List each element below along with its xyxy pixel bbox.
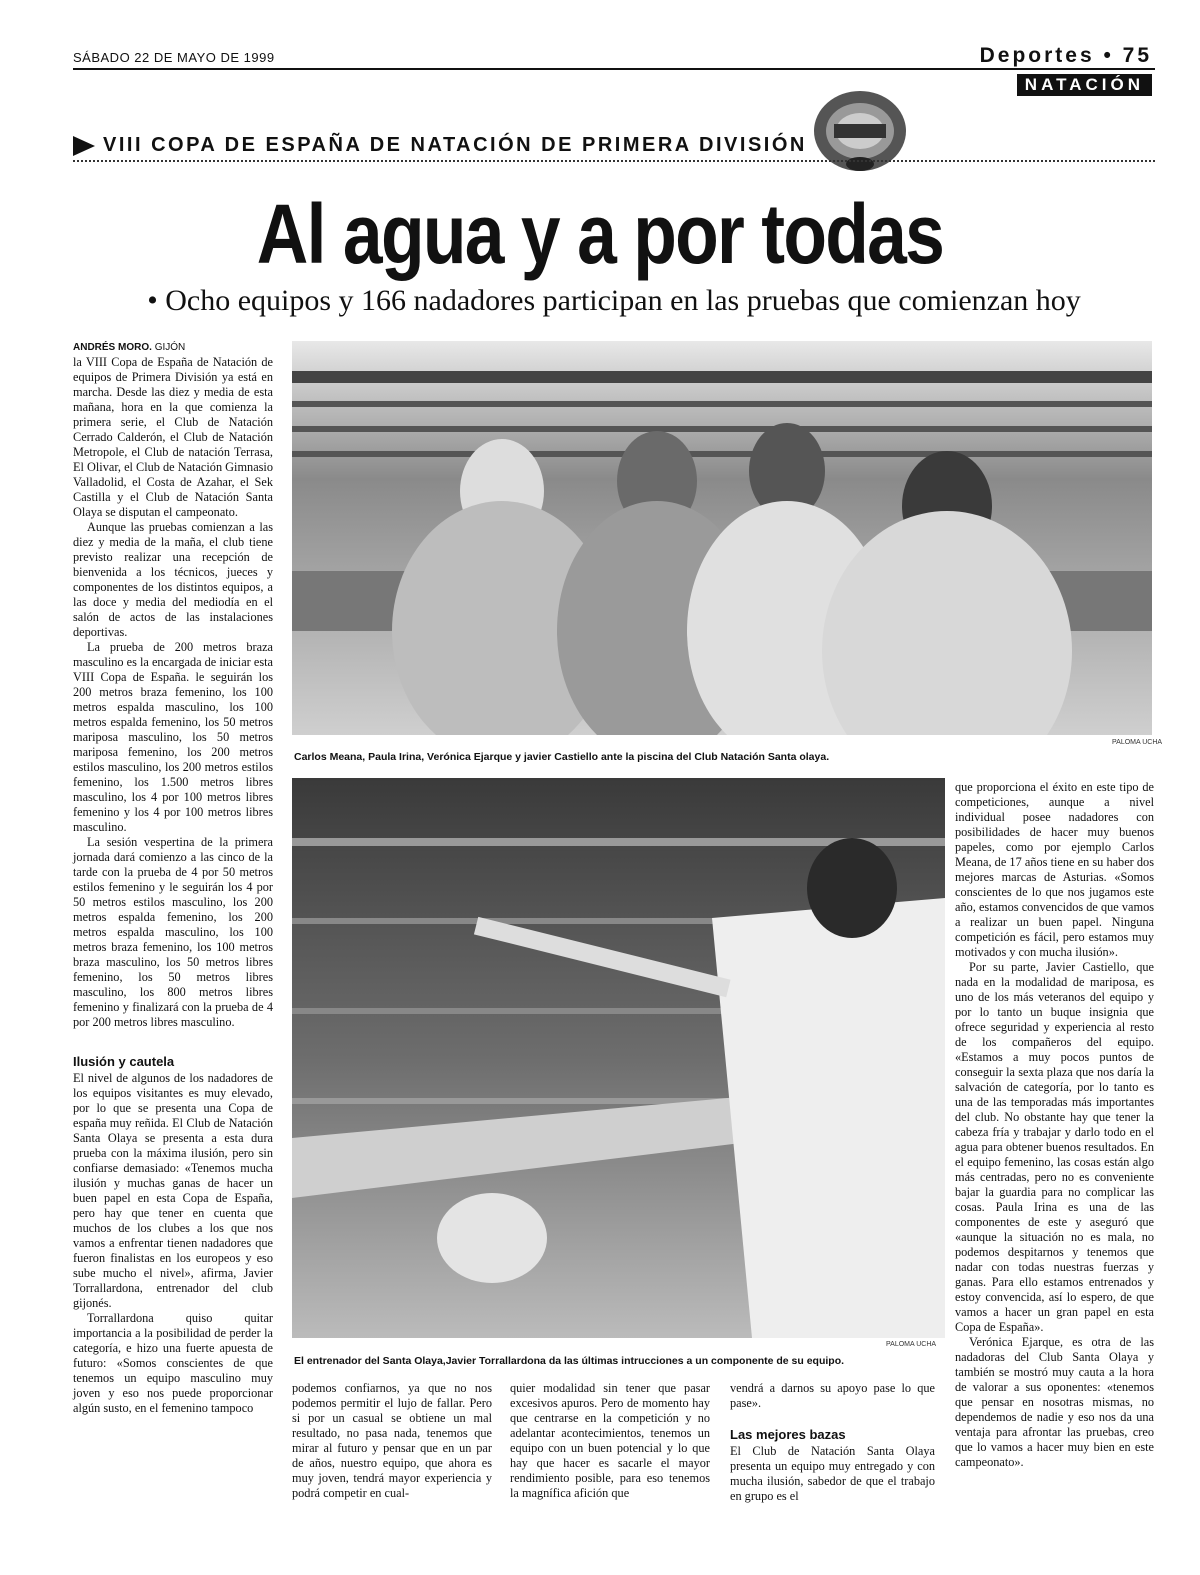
event-logo	[810, 86, 910, 176]
category-label: NATACIÓN	[1017, 74, 1152, 96]
paragraph: que proporciona el éxito en este tipo de competiciones, aunque a nivel individual posee nadadores con posibilidades de hacer muy buenos papeles, como por ejemplo Carlos Meana, de 17 años tiene en su haber dos mejores marcas de Asturias. «Somos conscientes de lo que nos jugamos este año, estamos convencidos de que vamos a realizar un buen papel. Ninguna competición es fácil, pero estamos muy motivados y con mucha ilusión».	[955, 780, 1154, 959]
kicker-text: VIII COPA DE ESPAÑA DE NATACIÓN DE PRIMERA DIVISIÓN	[103, 134, 807, 156]
photo-caption: Carlos Meana, Paula Irina, Verónica Ejarque y javier Castiello ante la piscina del Club Natación Santa olaya.	[294, 751, 830, 763]
paragraph: quier modalidad sin tener que pasar excesivos apuros. Pero de momento hay que centrarse en la competición y no adelantar acontecimientos, tenemos un equipo con un buen potencial y lo que hay que hacer es sacarle el mayor rendimiento posible, para eso tenemos la magnífica afición que	[510, 1381, 710, 1500]
paragraph: Aunque las pruebas comienzan a las diez y media de la maña, el club tiene previsto realizar una recepción de bienvenida a los técnicos, jueces y componentes de los distintos equipos, a las doce y media del mediodía en el salón de actos de las instalaciones deportivas.	[73, 520, 273, 639]
paragraph: vendrá a darnos su apoyo pase lo que pase».	[730, 1381, 935, 1410]
photo-swimmers	[292, 341, 1152, 735]
photo-coach	[292, 778, 945, 1338]
article-column-1	[73, 355, 273, 1416]
byline	[73, 342, 185, 353]
paragraph: la VIII Copa de España de Natación de equipos de Primera División ya está en marcha. Desde las diez y media de esta mañana, hora en la que comienza la primera serie, el Club de Natación Cerrado Calderón, el Club de Natación Metropole, el Club de natación Terrasa, El Olivar, el Club de Natación Gimnasio Valladolid, el Costa de Azahar, el Sek Castilla y el Club de Natación Santa Olaya se disputan el campeonato.	[73, 355, 273, 519]
article-column-4	[730, 1381, 935, 1504]
photo-credit: PALOMA UCHA	[886, 1341, 937, 1348]
byline-location: GIJÓN	[154, 342, 186, 353]
masthead-section: Deportes • 75	[979, 44, 1152, 67]
article-column-right	[955, 780, 1154, 1470]
subheadline: • Ocho equipos y 166 nadadores participan en las pruebas que comienzan hoy	[147, 284, 1081, 317]
kicker	[73, 134, 807, 157]
article-column-2	[292, 1381, 492, 1501]
photo-caption: El entrenador del Santa Olaya,Javier Torrallardona da las últimas intrucciones a un componente de su equipo.	[294, 1355, 845, 1367]
article-column-3	[510, 1381, 710, 1501]
paragraph: El Club de Natación Santa Olaya presenta un equipo muy entregado y con mucha ilusión, sabedor de que el trabajo en grupo es el	[730, 1444, 935, 1503]
paragraph: Torrallardona quiso quitar importancia a la posibilidad de perder la categoría, e hizo una fuerte apuesta de futuro: «Somos conscientes de que tenemos un equipo masculino muy joven y eso nos puede proporcionar algún susto, en el femenino tampoco	[73, 1311, 273, 1415]
paragraph: Por su parte, Javier Castiello, que nada en la modalidad de mariposa, es uno de los más veteranos del equipo y por lo tanto un buque insignia que ofrece seguridad y experiencia al resto de los compañeros del equipo. «Estamos a muy pocos puntos de conseguir la sexta plaza que nos daría la salvación de categoría, por lo tanto es una de las temporadas más importantes del club. No obstante hay que tener la cabeza fría y trabajar y darlo todo en el agua para obtener buenos resultados. En el equipo femenino, las cosas están algo más centradas, pero no es conveniente bajar la guardia para no complicar las cosas. Paula Irina es una de las componentes de este y aseguró que «aunque la situación no es mala, no podemos despitarnos y tenemos que nadar con todas nuestras fuerzas y ganas. Para ello estamos entrenados y estoy convencida, así lo espero, de que vamos a hacer un gran papel en esta Copa de España».	[955, 960, 1154, 1334]
paragraph: La prueba de 200 metros braza masculino es la encargada de iniciar esta VIII Copa de España. le seguirán los 200 metros braza femenino, los 100 metros espalda masculino, los 100 metros espalda femenino, los 50 metros mariposa masculino, los 50 metros mariposa femenino, los 200 metros estilos masculino, los 200 metros estilos femenino, los 1.500 metros libres masculino, los 4 por 100 metros libres femenino y los 4 por 100 metros libres masculino.	[73, 640, 273, 834]
paragraph: Verónica Ejarque, es otra de las nadadoras del Club Santa Olaya y también se mostró muy cauta a la hora de valorar a sus oponentes: «tenemos que pensar en nosotras mismas, no dependemos de nadie y eso nos da una ventaja para afrontar las pruebas, creo que lo vamos a hacer muy bien en este campeonato».	[955, 1335, 1154, 1469]
kicker-rule	[73, 160, 1155, 162]
paragraph: La sesión vespertina de la primera jornada dará comienzo a las cinco de la tarde con la prueba de 4 por 50 metros estilos femenino y le seguirán los 4 por 50 metros estilos masculino, los 200 metros espalda femenino, los 200 metros espalda masculino, los 100 metros braza femenino, los 100 metros braza masculino, los 50 metros libres femenino, los 50 metros libres masculino, los 800 metros libres femenino y finalizará con la prueba de 4 por 200 metros libres masculino.	[73, 835, 273, 1029]
paragraph: El nivel de algunos de los nadadores de los equipos visitantes es muy elevado, por lo que se presenta una Copa de españa muy reñida. El Club de Natación Santa Olaya se presenta a esta dura prueba con la máxima ilusión, pero sin confiarse demasiado: «Tenemos mucha ilusión y muchas ganas de hacer un buen papel en esta Copa de España, pero hay que tener en cuenta que muchos de los clubes a los que nos vamos a enfrentar tienen nadadores que fueron finalistas en los europeos y eso sube mucho el nivel», afirma, Javier Torrallardona, entrenador del club gijonés.	[73, 1071, 273, 1310]
arrow-icon	[73, 136, 95, 156]
paragraph: podemos confiarnos, ya que no nos podemos permitir el lujo de fallar. Pero si por un casual se obtiene un mal resultado, no pasa nada, tenemos que mirar al futuro y pensar que en un par de años, nuestro equipo, que ahora es muy joven, tendrá mayor experiencia y podrá competir en cual-	[292, 1381, 492, 1500]
masthead-date: SÁBADO 22 DE MAYO DE 1999	[73, 50, 275, 65]
section-subhead: Las mejores bazas	[730, 1427, 846, 1442]
photo-credit: PALOMA UCHA	[1112, 739, 1163, 746]
masthead-rule	[73, 68, 1155, 70]
section-subhead: Ilusión y cautela	[73, 1054, 175, 1069]
headline: Al agua y a por todas	[256, 187, 944, 281]
byline-author: ANDRÉS MORO.	[73, 342, 152, 353]
